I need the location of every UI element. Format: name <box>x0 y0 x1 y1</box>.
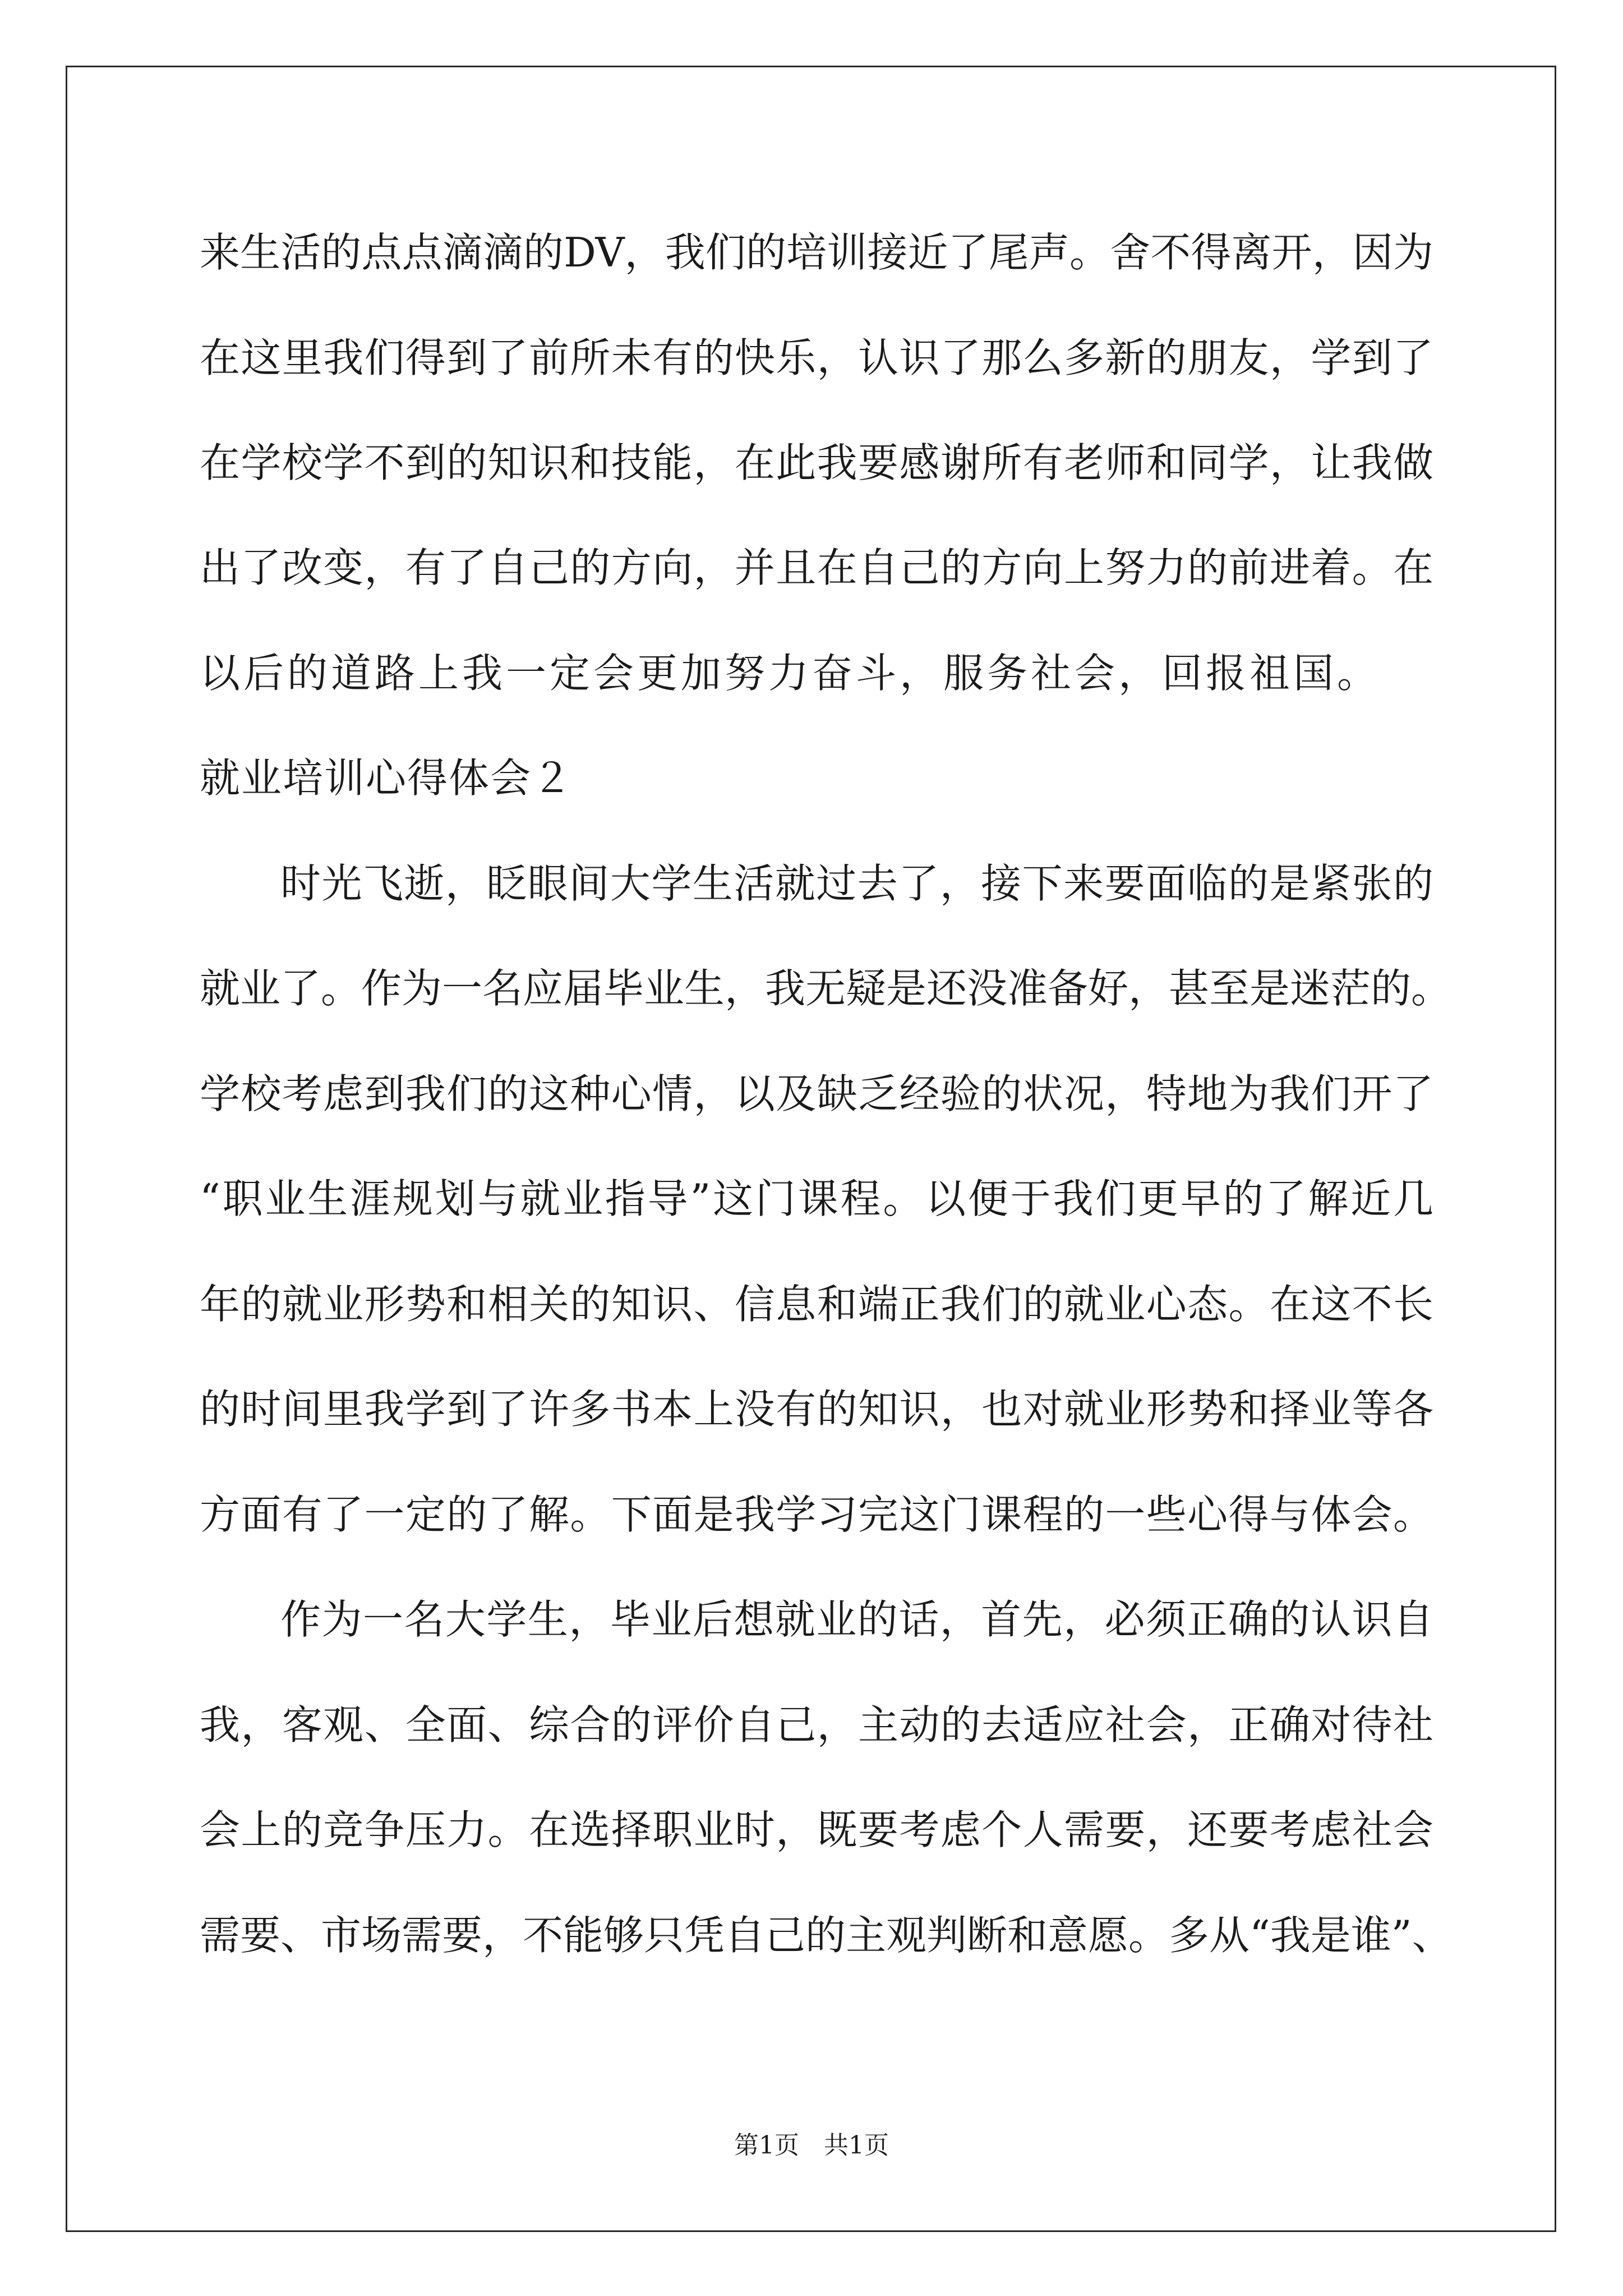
text-line: 需要、市场需要，不能够只凭自己的主观判断和意愿。多从“我是谁”、 <box>200 1912 1453 1959</box>
text-line: 我，客观、全面、综合的评价自己，主动的去适应社会，正确对待社 <box>200 1701 1433 1749</box>
text-line: 在学校学不到的知识和技能，在此我要感谢所有老师和同学，让我做 <box>200 439 1433 486</box>
text-line: 方面有了一定的了解。下面是我学习完这门课程的一些心得与体会。 <box>200 1491 1433 1538</box>
text-line: 来生活的点点滴滴的DV，我们的培训接近了尾声。舍不得离开，因为 <box>200 229 1433 276</box>
text-line: 学校考虑到我们的这种心情，以及缺乏经验的状况，特地为我们开了 <box>200 1070 1433 1117</box>
text-line: 就业了。作为一名应届毕业生，我无疑是还没准备好，甚至是迷茫的。 <box>200 965 1452 1012</box>
text-line: 出了改变，有了自己的方向，并且在自己的方向上努力的前进着。在 <box>200 544 1433 591</box>
text-line: “职业生涯规划与就业指导”这门课程。以便于我们更早的了解近几 <box>200 1175 1433 1222</box>
section-heading: 就业培训心得体会２ <box>200 754 574 802</box>
text-line: 的时间里我学到了许多书本上没有的知识，也对就业形势和择业等各 <box>200 1386 1433 1433</box>
paragraph-first-line: 作为一名大学生，毕业后想就业的话，首先，必须正确的认识自 <box>280 1596 1433 1643</box>
paragraph-first-line: 时光飞逝，眨眼间大学生活就过去了，接下来要面临的是紧张的 <box>280 860 1433 907</box>
text-line: 会上的竞争压力。在选择职业时，既要考虑个人需要，还要考虑社会 <box>200 1806 1433 1853</box>
text-line: 年的就业形势和相关的知识、信息和端正我们的就业心态。在这不长 <box>200 1281 1433 1328</box>
text-line: 在这里我们得到了前所未有的快乐，认识了那么多新的朋友，学到了 <box>200 334 1433 381</box>
page-footer: 第1页 共1页 <box>734 2131 889 2160</box>
text-line: 以后的道路上我一定会更加努力奋斗，服务社会，回报祖国。 <box>200 650 1381 697</box>
